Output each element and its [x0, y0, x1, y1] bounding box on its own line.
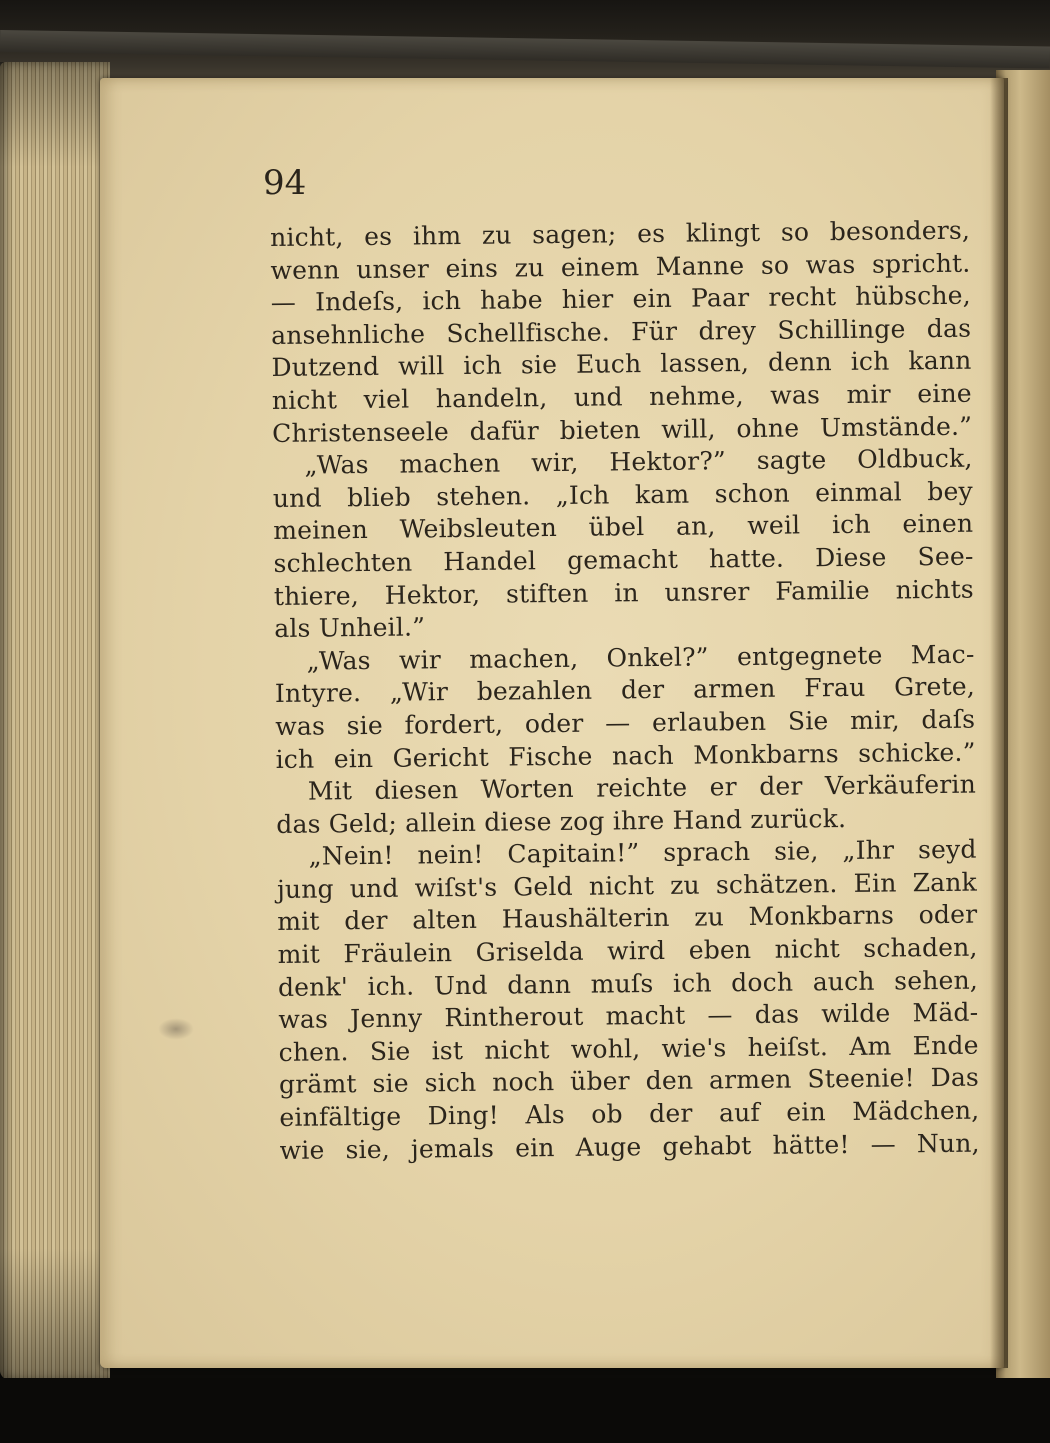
text-line: mit der alten Haushälterin zu Monkbarns oder — [277, 900, 978, 937]
text-line: Intyre. „Wir bezahlen der armen Frau Grete, — [274, 671, 976, 709]
text-line: „Was wir machen, Onkel?” entgegnete Mac- — [306, 639, 975, 676]
text-line: schlechten Handel gemacht hatte. Diese See- — [273, 541, 974, 578]
text-line: wenn unser eins zu einem Manne so was spricht. — [270, 248, 971, 285]
text-line: Mit diesen Worten reichte er der Verkäuferin — [307, 769, 977, 806]
margin-stain — [158, 1018, 194, 1040]
text-line: was sie fordert, oder — erlauben Sie mir, daſs — [275, 704, 976, 741]
text-line: und blieb stehen. „Ich kam schon einmal bey — [272, 476, 974, 513]
page-text — [270, 215, 980, 1167]
text-line: mit Fräulein Griselda wird eben nicht schaden, — [277, 932, 978, 970]
text-line: einfältige Ding! Als ob der auf ein Mädchen, — [279, 1095, 980, 1132]
text-line: denk' ich. Und dann muſs ich doch auch sehen, — [277, 965, 979, 1002]
text-line: — Indeſs, ich habe hier ein Paar recht hübsche, — [270, 280, 971, 318]
text-line: nicht, es ihm zu sagen; es klingt so besonders, — [270, 215, 971, 252]
background-bottom — [0, 1378, 1050, 1443]
text-line: „Nein! nein! Capitain!” sprach sie, „Ihr seyd — [308, 834, 977, 871]
text-line: das Geld; allein diese zog ihre Hand zurück. — [276, 803, 847, 839]
text-line: Christenseele dafür bieten will, ohne Umstände.” — [272, 411, 973, 448]
text-line: nicht viel handeln, und nehme, was mir eine — [271, 378, 972, 415]
text-line: chen. Sie ist nicht wohl, wie's heiſst. Am Ende — [278, 1030, 979, 1067]
text-line: ich ein Gericht Fische nach Monkbarns schicke.” — [275, 737, 976, 774]
text-line: Dutzend will ich sie Euch lassen, denn ich kann — [271, 346, 972, 383]
text-line: jung und wiſst's Geld nicht zu schätzen. Ein Zank — [276, 867, 978, 904]
text-line: wie sie, jemals ein Auge gehabt hätte! — Nun, — [279, 1128, 980, 1165]
text-line: grämt sie sich noch über den armen Steenie! Das — [278, 1063, 980, 1100]
text-line: meinen Weibsleuten übel an, weil ich einen — [273, 508, 974, 546]
text-line: was Jenny Rintherout macht — das wilde Mäd- — [278, 997, 979, 1035]
gutter-shadow — [990, 78, 1008, 1368]
text-line: ansehnliche Schellfische. Für drey Schillinge das — [271, 313, 972, 350]
text-line: als Unheil.” — [274, 612, 426, 644]
text-line: „Was machen wir, Hektor?” sagte Oldbuck, — [304, 443, 973, 480]
text-line: thiere, Hektor, stiften in unsrer Familie nichts — [273, 574, 975, 611]
page-edges-shade — [0, 62, 110, 1380]
page-number: 94 — [263, 163, 307, 203]
